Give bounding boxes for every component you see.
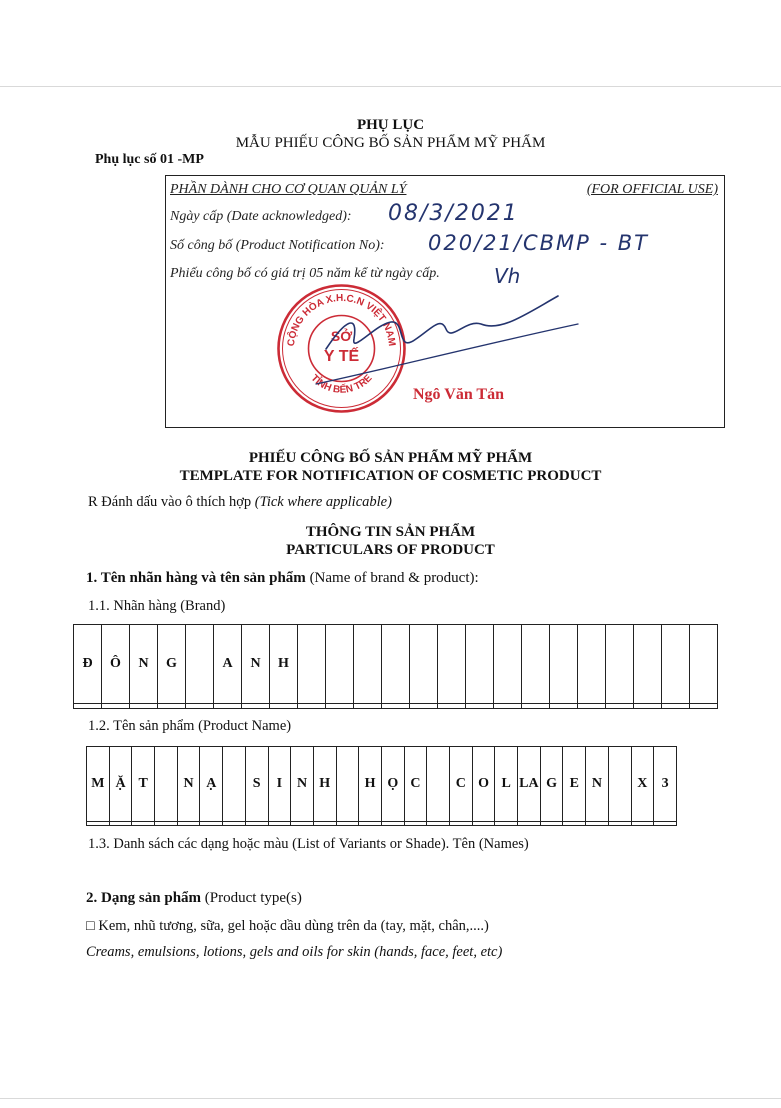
product-grid-cell[interactable]: Ặ [109, 747, 132, 822]
brand-grid-cell[interactable] [466, 704, 494, 709]
notification-number-label: Số công bố (Product Notification No): [170, 238, 385, 253]
product-grid-cell[interactable] [631, 821, 654, 825]
brand-grid-cell[interactable] [410, 625, 438, 704]
tick-note-en: (Tick where applicable) [254, 494, 392, 510]
product-grid-cell[interactable]: I [268, 747, 291, 822]
product-grid-cell[interactable] [608, 821, 631, 825]
product-info-title-vi: THÔNG TIN SẢN PHẨM [305, 524, 476, 540]
product-grid-cell[interactable] [268, 821, 291, 825]
product-grid-cell[interactable] [495, 821, 518, 825]
brand-grid-cell[interactable]: H [270, 625, 298, 704]
product-grid-cell[interactable] [472, 821, 495, 825]
product-type-option-en: Creams, emulsions, lotions, gels and oils for skin (hands, face, feet, etc) [86, 944, 503, 960]
product-grid-cell[interactable]: H [359, 747, 382, 822]
product-grid-cell[interactable] [313, 821, 336, 825]
product-grid-cell[interactable] [540, 821, 563, 825]
section2-heading [86, 890, 302, 907]
product-grid-cell[interactable] [109, 821, 132, 825]
variants-label: 1.3. Danh sách các dạng hoặc màu (List of Variants or Shade). Tên (Names) [88, 836, 529, 852]
brand-label: 1.1. Nhãn hàng (Brand) [88, 598, 226, 614]
product-grid-cell[interactable] [336, 747, 359, 822]
brand-grid-cell[interactable]: A [214, 625, 242, 704]
brand-grid-cell[interactable] [102, 704, 130, 709]
product-grid-cell[interactable] [586, 821, 609, 825]
brand-grid-cell[interactable] [242, 704, 270, 709]
product-grid-cell[interactable] [427, 747, 450, 822]
product-grid-cell[interactable] [336, 821, 359, 825]
signature [296, 284, 596, 394]
page-top-edge [0, 86, 781, 87]
product-grid-cell[interactable]: L [495, 747, 518, 822]
product-grid-cell[interactable] [381, 821, 404, 825]
brand-grid-cell[interactable] [382, 625, 410, 704]
brand-grid-cell[interactable] [410, 704, 438, 709]
section1-heading [86, 570, 479, 587]
product-grid-cell[interactable] [654, 821, 677, 825]
product-grid-cell[interactable] [563, 821, 586, 825]
brand-grid-cell[interactable] [186, 625, 214, 704]
validity-text: Phiếu công bố có giá trị 05 năm kể từ ngày cấp. [170, 266, 440, 281]
product-grid-cell[interactable] [177, 821, 200, 825]
product-grid-cell[interactable]: N [291, 747, 314, 822]
product-name-label: 1.2. Tên sản phẩm (Product Name) [88, 718, 292, 734]
stamp-center-line-2: Y TẾ [323, 348, 360, 365]
page-bottom-edge [0, 1098, 781, 1099]
brand-grid-cell[interactable]: Ô [102, 625, 130, 704]
product-grid-cell[interactable]: Ạ [200, 747, 223, 822]
stamp-bottom-text: TỈNH BẾN TRE [308, 372, 375, 396]
product-grid-cell[interactable] [518, 821, 541, 825]
product-grid-cell[interactable] [155, 747, 178, 822]
product-grid-cell[interactable]: H [313, 747, 336, 822]
brand-grid-cell[interactable] [438, 625, 466, 704]
product-grid-cell[interactable]: C [404, 747, 427, 822]
product-grid-cell[interactable] [87, 821, 110, 825]
tick-note-vi: R Đánh dấu vào ô thích hợp [88, 494, 252, 510]
brand-grid-cell[interactable] [550, 625, 578, 704]
product-info-title-en: PARTICULARS OF PRODUCT [286, 542, 495, 558]
product-grid-cell[interactable] [608, 747, 631, 822]
product-grid-cell[interactable] [450, 821, 473, 825]
product-grid-cell[interactable] [200, 821, 223, 825]
brand-grid-cell[interactable] [662, 704, 690, 709]
brand-grid-cell[interactable] [606, 704, 634, 709]
product-grid-cell[interactable]: S [245, 747, 268, 822]
product-grid-cell[interactable]: T [132, 747, 155, 822]
product-grid-row-2 [87, 821, 677, 825]
product-grid-cell[interactable]: C [450, 747, 473, 822]
official-section-label-en: (FOR OFFICIAL USE) [586, 182, 718, 197]
brand-grid-cell[interactable] [494, 625, 522, 704]
brand-grid-cell[interactable] [74, 704, 102, 709]
product-grid-cell[interactable] [427, 821, 450, 825]
product-grid-cell[interactable]: N [177, 747, 200, 822]
initials: Vh [494, 264, 521, 288]
brand-grid-cell[interactable] [578, 704, 606, 709]
brand-grid-cell[interactable] [494, 704, 522, 709]
section2-heading-vi: 2. Dạng sản phẩm [86, 890, 202, 906]
appendix-number: Phụ lục số 01 -MP [95, 152, 204, 167]
signature-stroke [326, 296, 558, 349]
product-grid-cell[interactable] [245, 821, 268, 825]
notification-number-value: 020/21/CBMP - BT [428, 231, 649, 255]
brand-grid-cell[interactable] [326, 704, 354, 709]
product-grid-cell[interactable] [404, 821, 427, 825]
product-grid-cell[interactable]: 3 [654, 747, 677, 822]
product-type-option-vi[interactable]: □ Kem, nhũ tương, sữa, gel hoặc dầu dùng trên da (tay, mặt, chân,....) [86, 918, 489, 934]
brand-grid-cell[interactable] [382, 704, 410, 709]
date-label: Ngày cấp (Date acknowledged): [170, 209, 352, 224]
brand-grid-cell[interactable] [606, 625, 634, 704]
product-name-grid [86, 746, 677, 826]
brand-grid-cell[interactable] [634, 625, 662, 704]
brand-grid-cell[interactable] [298, 704, 326, 709]
appendix-title: PHỤ LỤC [356, 117, 425, 133]
brand-grid-cell[interactable] [550, 704, 578, 709]
product-grid-cell[interactable] [223, 747, 246, 822]
brand-grid-cell[interactable] [354, 625, 382, 704]
brand-grid-cell[interactable] [214, 704, 242, 709]
brand-grid-cell[interactable] [662, 625, 690, 704]
product-grid-cell[interactable] [359, 821, 382, 825]
brand-grid-cell[interactable] [690, 625, 718, 704]
signer-name: Ngô Văn Tán [413, 386, 504, 403]
form-title-en: TEMPLATE FOR NOTIFICATION OF COSMETIC PRODUCT [179, 468, 602, 484]
brand-grid-cell[interactable] [158, 704, 186, 709]
stamp-top-text: CỘNG HÒA X.H.C.N VIỆT NAM [285, 292, 398, 347]
brand-grid-cell[interactable]: G [158, 625, 186, 704]
product-grid-row-1 [87, 747, 677, 822]
brand-grid-cell[interactable] [186, 704, 214, 709]
brand-grid-cell[interactable] [438, 704, 466, 709]
product-grid-cell[interactable]: O [472, 747, 495, 822]
brand-grid-cell[interactable] [326, 625, 354, 704]
product-grid-cell[interactable] [291, 821, 314, 825]
product-grid-cell[interactable]: X [631, 747, 654, 822]
brand-grid-cell[interactable] [634, 704, 662, 709]
brand-grid-row-2 [74, 704, 718, 709]
section2-heading-en: (Product type(s) [204, 890, 302, 906]
product-grid-cell[interactable] [132, 821, 155, 825]
brand-grid-cell[interactable] [354, 704, 382, 709]
brand-grid-row-1 [74, 625, 718, 704]
brand-grid [73, 624, 718, 709]
brand-grid-cell[interactable] [270, 704, 298, 709]
product-grid-cell[interactable] [155, 821, 178, 825]
brand-grid-cell[interactable] [466, 625, 494, 704]
product-grid-cell[interactable]: Ọ [381, 747, 404, 822]
section1-heading-vi: 1. Tên nhãn hàng và tên sản phẩm [86, 570, 306, 586]
brand-grid-cell[interactable] [130, 704, 158, 709]
tick-note [88, 494, 392, 511]
brand-grid-cell[interactable] [522, 625, 550, 704]
brand-grid-cell[interactable]: N [130, 625, 158, 704]
product-grid-cell[interactable]: E [563, 747, 586, 822]
brand-grid-cell[interactable] [578, 625, 606, 704]
official-use-box [165, 175, 725, 428]
section1-heading-en: (Name of brand & product): [309, 570, 479, 586]
product-grid-cell[interactable] [223, 821, 246, 825]
stamp-center-line-1: SỞ [330, 328, 353, 344]
date-value: 08/3/2021 [388, 201, 519, 226]
brand-grid-cell[interactable] [690, 704, 718, 709]
appendix-subtitle: MẪU PHIẾU CÔNG BỐ SẢN PHẨM MỸ PHẨM [235, 135, 546, 151]
product-grid-cell[interactable]: G [540, 747, 563, 822]
official-section-label: PHẦN DÀNH CHO CƠ QUAN QUẢN LÝ [170, 182, 407, 197]
brand-grid-cell[interactable] [298, 625, 326, 704]
brand-grid-cell[interactable]: Đ [74, 625, 102, 704]
brand-grid-cell[interactable]: N [242, 625, 270, 704]
product-grid-cell[interactable]: LA [518, 747, 541, 822]
product-grid-cell[interactable]: M [87, 747, 110, 822]
form-title-vi: PHIẾU CÔNG BỐ SẢN PHẨM MỸ PHẨM [248, 450, 533, 466]
product-grid-cell[interactable]: N [586, 747, 609, 822]
brand-grid-cell[interactable] [522, 704, 550, 709]
